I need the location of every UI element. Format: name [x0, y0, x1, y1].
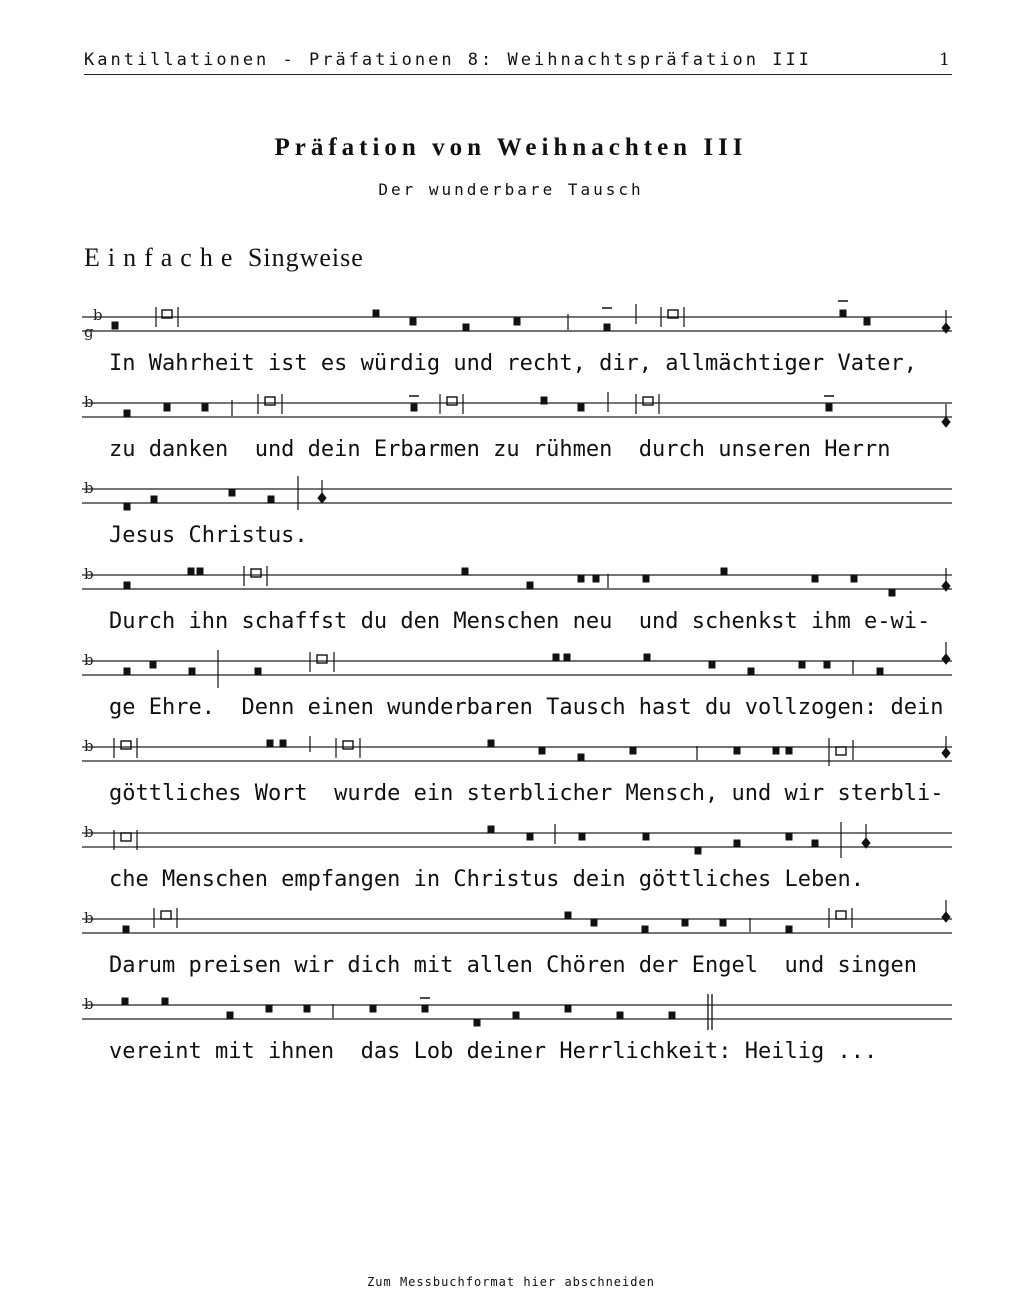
neume — [188, 568, 194, 575]
neume — [565, 1005, 571, 1012]
neume — [229, 489, 235, 496]
neume — [851, 575, 857, 582]
neume — [164, 404, 170, 411]
neume — [643, 833, 649, 840]
neume — [864, 318, 870, 325]
neume — [669, 1012, 675, 1019]
neume — [734, 840, 740, 847]
neume — [889, 589, 895, 596]
recitation-box — [643, 397, 653, 405]
neume — [266, 1005, 272, 1012]
neume — [812, 840, 818, 847]
neume — [604, 324, 610, 331]
page-title: Präfation von Weihnachten III — [274, 134, 748, 161]
neume — [124, 503, 130, 510]
neume — [695, 847, 701, 854]
neume — [630, 747, 636, 754]
recitation-box — [836, 747, 846, 755]
neume — [721, 568, 727, 575]
neume — [578, 404, 584, 411]
section-heading-part-a: Einfache — [84, 243, 241, 272]
neume — [162, 998, 168, 1005]
neume — [474, 1019, 480, 1026]
final-note — [942, 748, 950, 758]
recitation-box — [265, 397, 275, 405]
neume — [513, 1012, 519, 1019]
neume — [488, 826, 494, 833]
neume — [709, 661, 715, 668]
recitation-box — [447, 397, 457, 405]
final-note — [942, 912, 950, 922]
cut-instruction: Zum Messbuchformat hier abschneiden — [367, 1275, 655, 1289]
neume — [786, 926, 792, 933]
neume — [591, 919, 597, 926]
lyric-line-1: In Wahrheit ist es würdig und recht, dir, allmächtiger Vater, — [109, 351, 917, 376]
page-number: 1 — [939, 50, 950, 70]
neume — [579, 833, 585, 840]
neume — [488, 740, 494, 747]
neume — [514, 318, 520, 325]
neume — [123, 926, 129, 933]
page-subtitle: Der wunderbare Tausch — [378, 180, 644, 199]
neume — [411, 404, 417, 411]
neume — [112, 322, 118, 329]
neume — [786, 747, 792, 754]
neume — [267, 740, 273, 747]
neume — [812, 575, 818, 582]
neume — [799, 661, 805, 668]
flat-clef: b — [84, 823, 94, 841]
lyric-line-5: ge Ehre. Denn einen wunderbaren Tausch hast du vollzogen: dein — [109, 695, 944, 720]
neume — [682, 919, 688, 926]
neume — [410, 318, 416, 325]
neume — [422, 1005, 428, 1012]
flat-clef: b — [84, 995, 94, 1013]
neume — [527, 582, 533, 589]
final-note — [942, 417, 950, 427]
neume — [462, 568, 468, 575]
recitation-box — [251, 569, 261, 577]
flat-clef: b — [84, 393, 94, 411]
final-note — [318, 493, 326, 503]
neume — [578, 754, 584, 761]
lyric-line-4: Durch ihn schaffst du den Menschen neu und schenkst ihm e-wi- — [109, 609, 931, 634]
neume — [564, 654, 570, 661]
recitation-box — [121, 833, 131, 841]
neume — [734, 747, 740, 754]
neume — [304, 1005, 310, 1012]
lyric-line-9: vereint mit ihnen das Lob deiner Herrlichkeit: Heilig ... — [109, 1039, 878, 1064]
running-header-title: Kantillationen - Präfationen 8: Weihnachtspräfation III — [84, 50, 812, 70]
neume — [539, 747, 545, 754]
recitation-box — [161, 911, 171, 919]
lyric-line-7: che Menschen empfangen in Christus dein göttliches Leben. — [109, 867, 864, 892]
neume — [824, 661, 830, 668]
recitation-box — [343, 741, 353, 749]
neume — [527, 833, 533, 840]
neume — [748, 668, 754, 675]
flat-clef: b — [84, 909, 94, 927]
neume — [255, 668, 261, 675]
flat-clef: b — [84, 651, 94, 669]
neume — [280, 740, 286, 747]
neume — [124, 410, 130, 417]
neume — [720, 919, 726, 926]
neume — [370, 1005, 376, 1012]
neume — [642, 926, 648, 933]
recitation-box — [836, 911, 846, 919]
neume — [151, 496, 157, 503]
final-note — [942, 654, 950, 664]
neume — [578, 575, 584, 582]
neume — [840, 310, 846, 317]
neume — [773, 747, 779, 754]
neume — [122, 998, 128, 1005]
neume — [124, 668, 130, 675]
recitation-box — [317, 655, 327, 663]
neume — [202, 404, 208, 411]
neume — [373, 310, 379, 317]
lyric-line-8: Darum preisen wir dich mit allen Chören der Engel und singen — [109, 953, 917, 978]
neume — [877, 668, 883, 675]
neume — [124, 582, 130, 589]
section-heading-part-b: Singweise — [247, 243, 364, 272]
flat-clef: b — [84, 479, 94, 497]
neume — [150, 661, 156, 668]
lyric-line-6: göttliches Wort wurde ein sterblicher Mensch, und wir sterbli- — [109, 781, 944, 806]
neume — [541, 397, 547, 404]
neume — [553, 654, 559, 661]
g-clef: g — [84, 323, 94, 341]
neume — [463, 324, 469, 331]
neume — [197, 568, 203, 575]
neume — [565, 912, 571, 919]
lyric-line-3: Jesus Christus. — [109, 523, 308, 548]
recitation-box — [121, 741, 131, 749]
neume — [617, 1012, 623, 1019]
neume — [268, 496, 274, 503]
neume — [643, 575, 649, 582]
neume — [786, 833, 792, 840]
neume — [189, 668, 195, 675]
flat-clef: b — [84, 737, 94, 755]
neume — [644, 654, 650, 661]
neume — [593, 575, 599, 582]
neume — [826, 404, 832, 411]
lyric-line-2: zu danken und dein Erbarmen zu rühmen durch unseren Herrn — [109, 437, 891, 462]
flat-clef: b — [93, 306, 103, 324]
flat-clef: b — [84, 565, 94, 583]
neume — [227, 1012, 233, 1019]
